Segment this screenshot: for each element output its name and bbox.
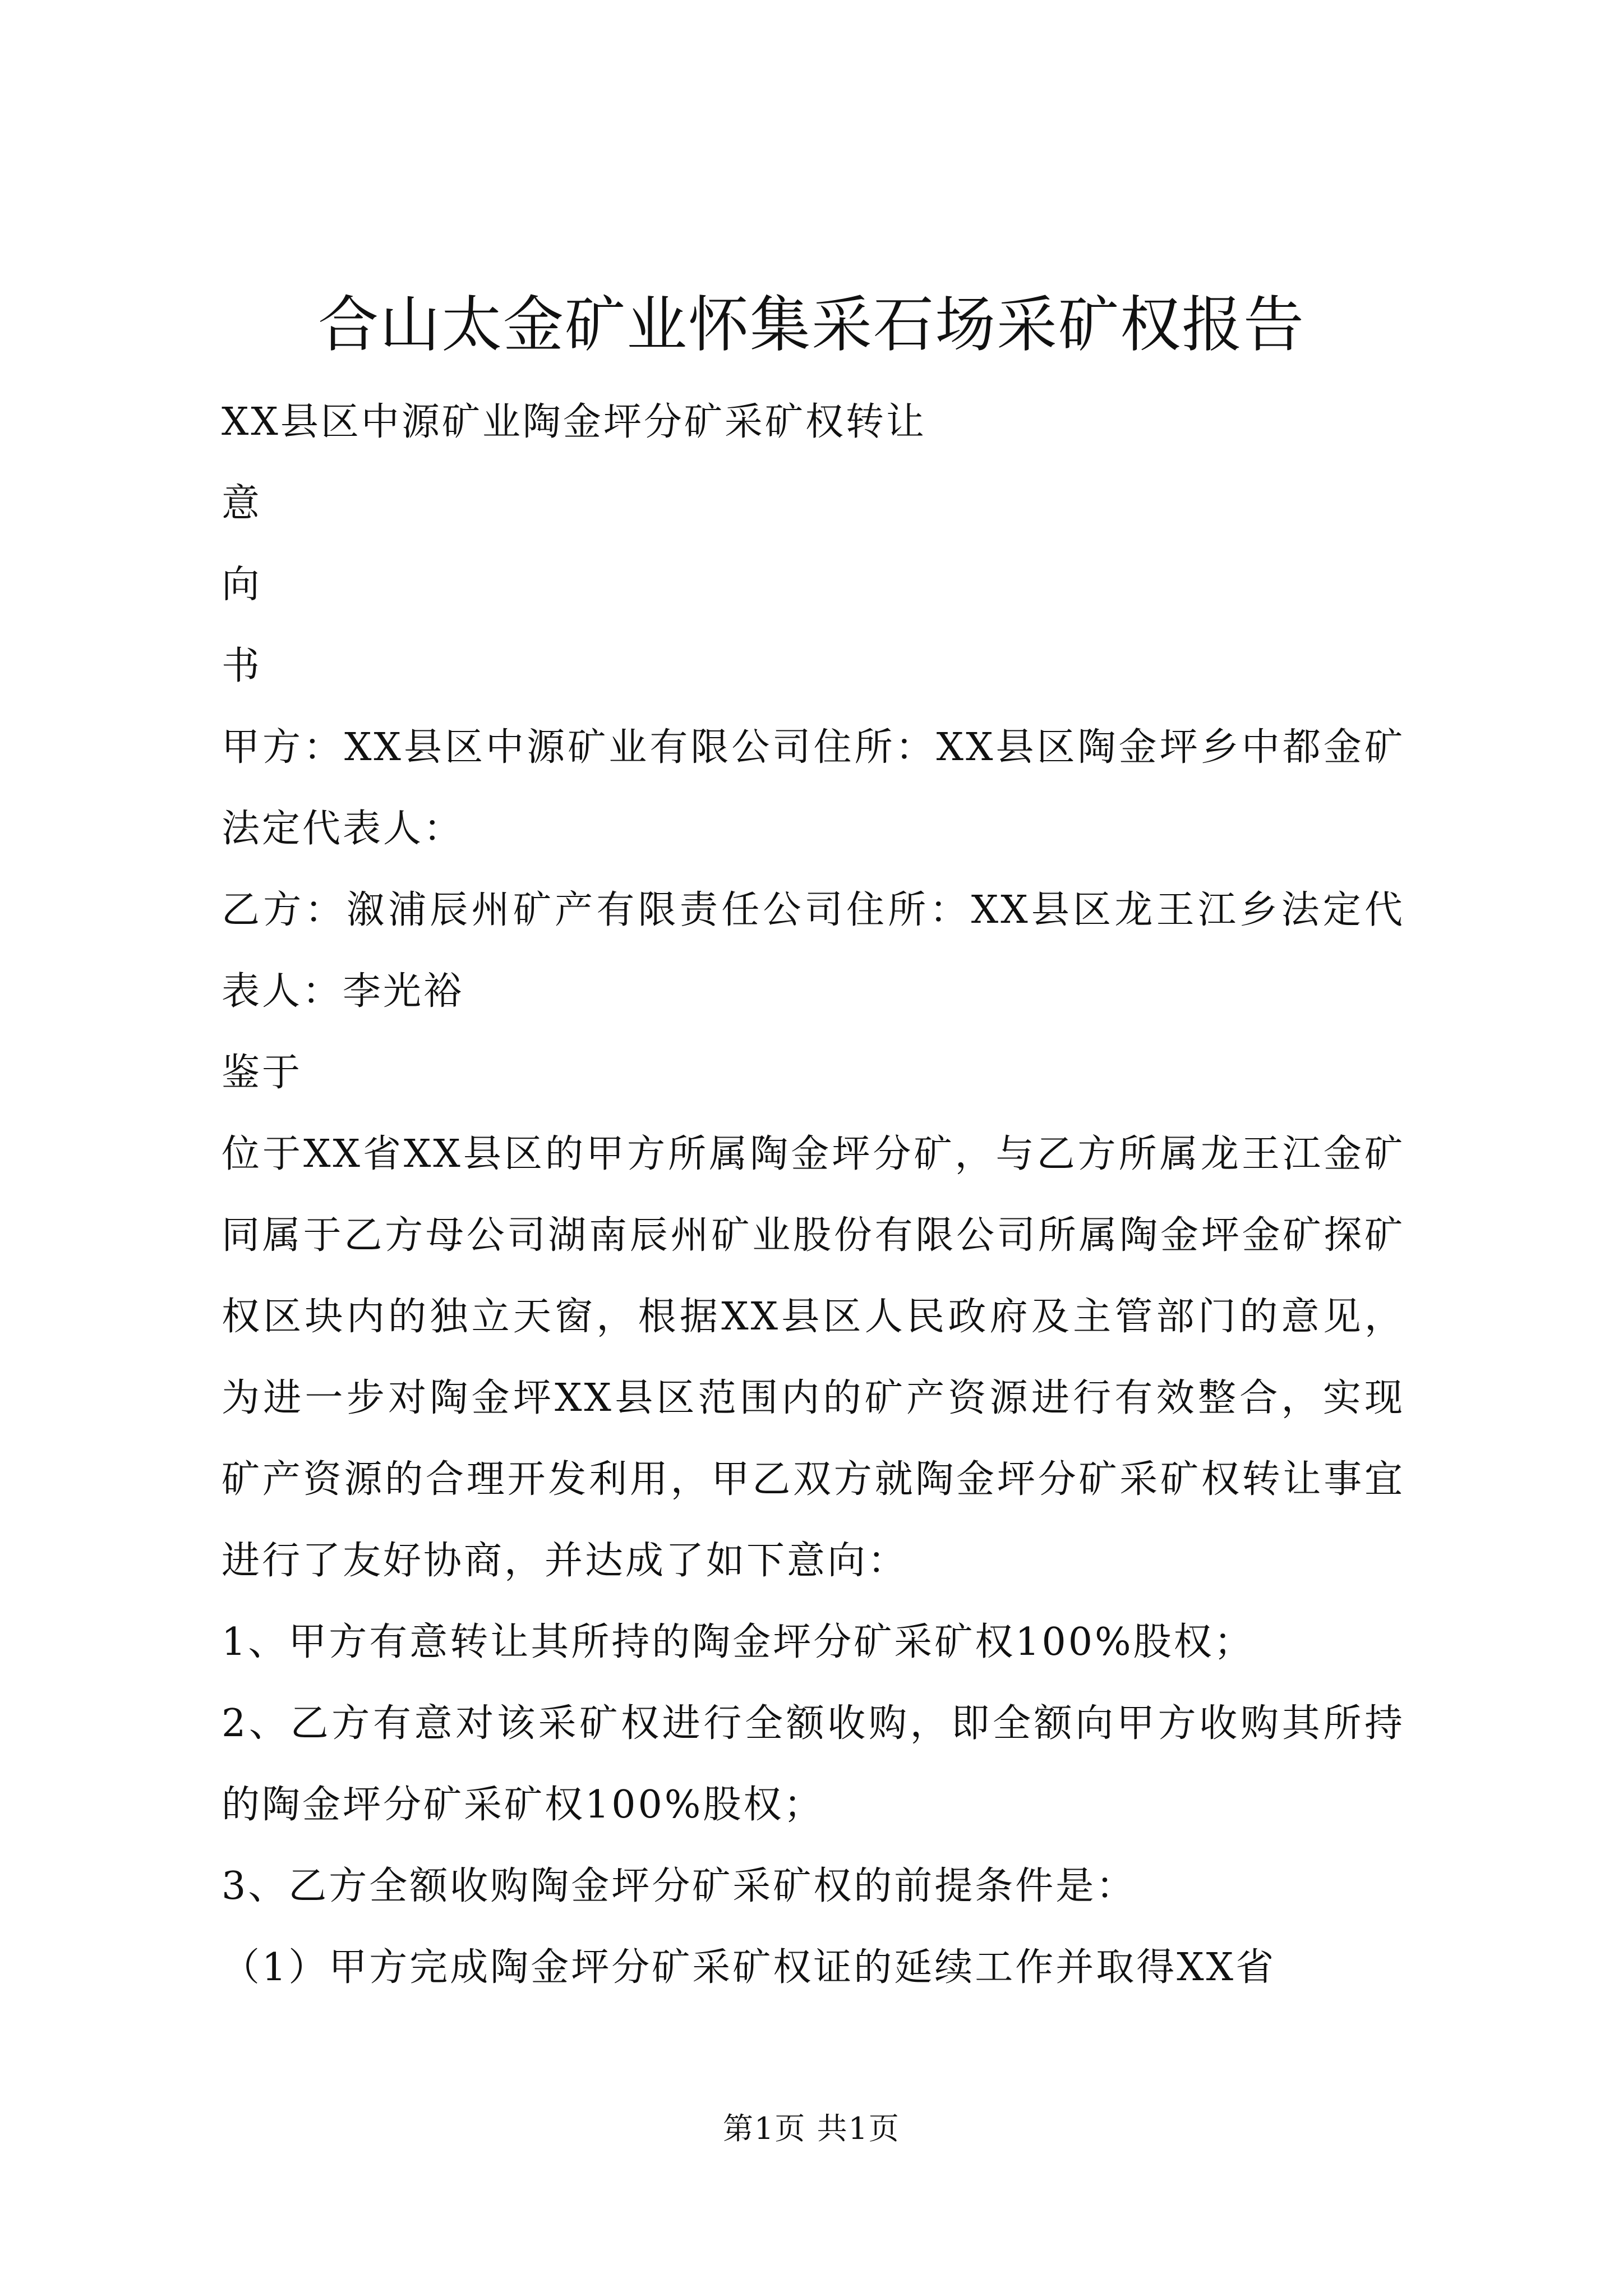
paragraph-item-3: 3、乙方全额收购陶金坪分矿采矿权的前提条件是：	[222, 1864, 1137, 1908]
paragraph-party-a: 甲方：XX县区中源矿业有限公司住所：XX县区陶金坪乡中都金矿法定代表人：	[222, 725, 1405, 851]
paragraph-item-2: 2、乙方有意对该采矿权进行全额收购，即全额向甲方收购其所持的陶金坪分矿采矿权100%股权；	[222, 1701, 1405, 1827]
paragraph-background: 位于XX省XX县区的甲方所属陶金坪分矿，与乙方所属龙王江金矿同属于乙方母公司湖南辰州矿业股份有限公司所属陶金坪金矿探矿权区块内的独立天窗，根据XX县区人民政府及主管部门的意见，为进一步对陶金坪XX县区范围内的矿产资源进行有效整合，实现矿产资源的合理开发利用，甲乙双方就陶金坪分矿采矿权转让事宜进行了友好协商，并达成了如下意向：	[222, 1132, 1405, 1583]
paragraph-subject-char-2: 向	[222, 563, 262, 607]
document-body	[222, 381, 1405, 2008]
paragraph-subject-char-3: 书	[222, 644, 262, 688]
paragraph-party-b: 乙方：溆浦辰州矿产有限责任公司住所：XX县区龙王江乡法定代表人：李光裕	[222, 888, 1405, 1014]
document-title: 合山太金矿业怀集采石场采矿权报告	[317, 290, 1305, 360]
paragraph-subject-line: XX县区中源矿业陶金坪分矿采矿权转让	[222, 400, 926, 444]
paragraph-item-1: 1、甲方有意转让其所持的陶金坪分矿采矿权100%股权；	[222, 1620, 1255, 1664]
paragraph-subject-char-1: 意	[222, 481, 262, 526]
page-footer: 第1页 共1页	[723, 2111, 900, 2146]
paragraph-whereas: 鉴于	[222, 1051, 303, 1095]
paragraph-item-3-sub-1: （1）甲方完成陶金坪分矿采矿权证的延续工作并取得XX省	[222, 1945, 1276, 1990]
